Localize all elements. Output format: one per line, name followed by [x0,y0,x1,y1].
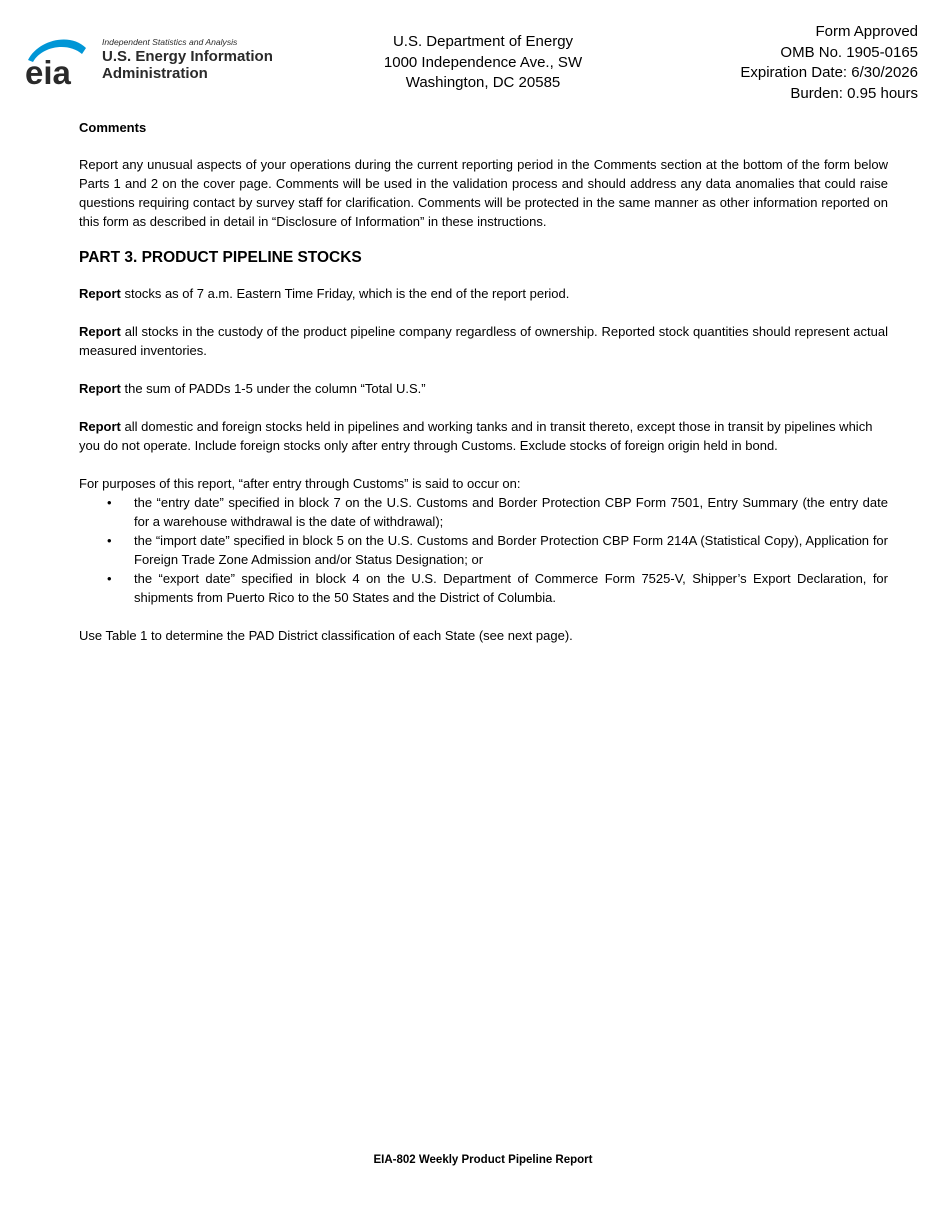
instructions-body [79,118,888,664]
list-item-text: the “import date” specified in block 5 on the U.S. Customs and Border Protection CBP Form 214A (Statistical Copy), Application for Foreign Trade Zone Admission and/or Status Designation; or [134,533,888,567]
eia-logo [24,34,294,90]
list-item [107,493,888,531]
department-street: 1000 Independence Ave., SW [383,53,583,71]
report-stocks-time-paragraph [79,284,888,303]
department-city: Washington, DC 20585 [405,74,561,91]
bullet-icon: • [107,495,112,510]
comments-title: Comments [79,120,147,135]
list-item [107,531,888,569]
list-item [107,569,888,607]
expiration-date: Expiration Date: 6/30/2026 [740,64,918,81]
report-padd-sum-paragraph [79,379,888,398]
table-reference-note: Use Table 1 to determine the PAD District classification of each State (see next page). [79,628,573,643]
bullet-icon: • [107,571,112,586]
report-lead-2: Report [79,324,121,339]
bullet-icon: • [107,533,112,548]
report-lead-3: Report [79,381,121,396]
page-footer: EIA-802 Weekly Product Pipeline Report [373,1154,593,1166]
report-text-2: all stocks in the custody of the product pipeline company regardless of ownership. Reported stock quantities should represent actual measured inventories. [79,324,888,358]
form-approved: Form Approved [815,23,918,40]
report-text-4: all domestic and foreign stocks held in pipelines and working tanks and in transit thereto, except those in transit by pipelines which you do not operate. Include foreign stocks only after entry through Customs. Exclude stocks of foreign origin held in bond. [79,419,873,453]
form-approval-info [678,22,918,104]
report-domestic-foreign-paragraph [79,417,888,455]
list-item-text: the “export date” specified in block 4 on the U.S. Department of Commerce Form 7525-V, Shipper’s Export Declaration, for shipments from Puerto Rico to the 50 States and the District of Columbia. [134,571,888,605]
eia-logo-wordmark [102,37,302,82]
burden-hours: Burden: 0.95 hours [790,84,918,102]
report-custody-paragraph [79,322,888,360]
comments-body: Report any unusual aspects of your operations during the current reporting period in the Comments section at the bottom of the form below Parts 1 and 2 on the cover page. Comments will be used in the validation process and should address any data anomalies that could raise questions requiring contact by survey staff for clarification. Comments will be protected in the same manner as other information reported on this form as described in detail in “Disclosure of Information” in these instructions. [79,157,888,229]
report-lead-1: Report [79,286,121,301]
report-text-1: stocks as of 7 a.m. Eastern Time Friday, which is the end of the report period. [120,286,570,301]
omb-number: OMB No. 1905-0165 [780,43,918,61]
page-header [0,0,950,110]
eia-logo-mark [24,34,94,90]
customs-intro: For purposes of this report, “after entry through Customs” is said to occur on: [79,476,521,491]
logo-name-line2: Administration [102,65,208,82]
eia-logo-letters: eia [25,54,71,90]
department-address [333,32,633,94]
department-name: U.S. Department of Energy [392,33,574,50]
report-text-3: the sum of PADDs 1-5 under the column “Total U.S.” [120,381,426,396]
logo-name-line1: U.S. Energy Information [102,48,273,65]
logo-tagline: Independent Statistics and Analysis [102,37,238,47]
report-lead-4: Report [79,419,121,434]
part3-heading: PART 3. PRODUCT PIPELINE STOCKS [79,249,362,266]
list-item-text: the “entry date” specified in block 7 on the U.S. Customs and Border Protection CBP Form 7501, Entry Summary (the entry date for a warehouse withdrawal is the date of withdrawal); [134,495,888,529]
customs-entry-list [79,493,888,607]
